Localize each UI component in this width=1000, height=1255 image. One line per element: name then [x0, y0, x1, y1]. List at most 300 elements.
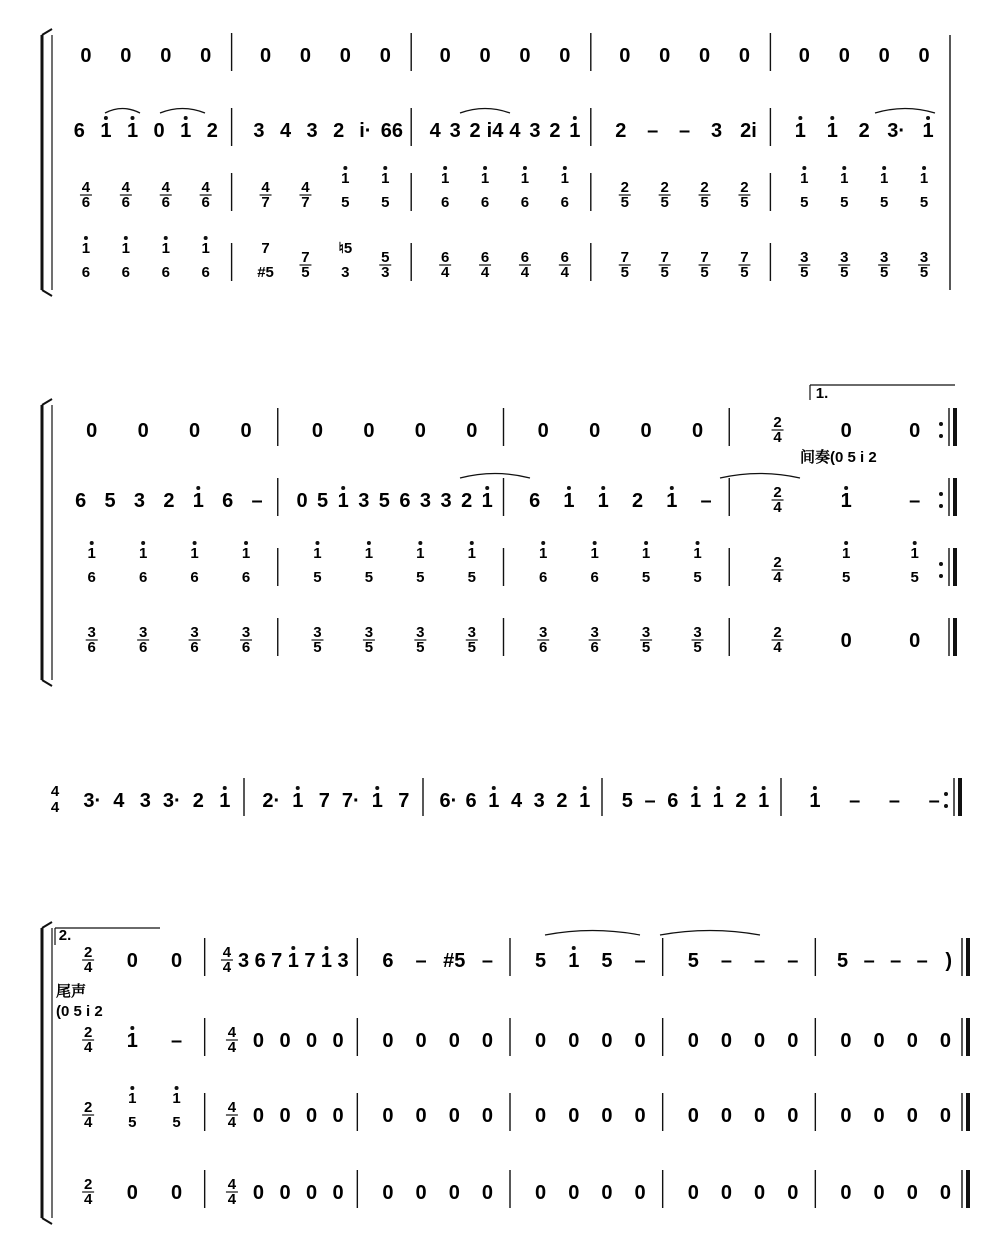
- note: 0: [691, 420, 704, 442]
- octave-dot: [244, 541, 248, 545]
- note: 1: [126, 1030, 138, 1052]
- note: 0: [259, 45, 272, 67]
- note: 7: [398, 790, 410, 812]
- time-signature: 3: [241, 624, 251, 641]
- note: –: [679, 120, 691, 142]
- time-signature: 4: [227, 1024, 237, 1041]
- note: 5: [919, 194, 929, 211]
- time-signature: 7: [261, 194, 270, 211]
- time-signature: 4: [222, 944, 232, 961]
- note: 0: [601, 1105, 613, 1127]
- octave-dot: [315, 541, 319, 545]
- time-signature: 4: [227, 1039, 237, 1056]
- note: 6: [465, 790, 477, 812]
- time-signature: 6: [560, 249, 570, 266]
- note: 2: [469, 120, 481, 142]
- note: 6: [138, 569, 148, 586]
- note: 1: [568, 950, 580, 972]
- octave-dot: [694, 786, 698, 790]
- note: 0: [439, 45, 451, 67]
- note: 0: [126, 950, 138, 972]
- note: 1: [180, 120, 192, 142]
- note: 2: [461, 490, 473, 512]
- octave-dot: [798, 116, 802, 120]
- note: 0: [339, 45, 351, 67]
- note: 3: [533, 790, 545, 812]
- note: 0: [481, 1182, 493, 1204]
- note: –: [644, 790, 656, 812]
- time-signature: 3: [879, 249, 889, 266]
- time-signature: 2: [773, 414, 782, 431]
- system-4: [52, 927, 968, 1218]
- note: 3: [139, 790, 151, 812]
- octave-dot: [343, 166, 347, 170]
- time-signature: 4: [201, 179, 210, 196]
- time-signature: 3: [919, 249, 929, 266]
- note: 0: [909, 630, 921, 652]
- time-signature: 5: [800, 264, 809, 281]
- octave-dot: [926, 116, 930, 120]
- note: 0: [80, 45, 92, 67]
- volta-2-label: 2.: [58, 927, 72, 944]
- time-signature: 4: [520, 264, 530, 281]
- time-signature: 4: [773, 499, 782, 516]
- octave-dot: [583, 786, 587, 790]
- note: 5: [104, 490, 116, 512]
- octave-dot: [492, 786, 496, 790]
- note: 2: [333, 120, 345, 142]
- note: 1: [520, 170, 530, 187]
- note: 0: [305, 1182, 318, 1204]
- time-signature: 5: [301, 264, 310, 281]
- note: 0: [311, 420, 324, 442]
- octave-dot: [541, 541, 545, 545]
- note: 0: [687, 1030, 699, 1052]
- note: –: [890, 950, 902, 972]
- time-signature: 2: [700, 179, 709, 196]
- time-signature: 3: [840, 249, 849, 266]
- note: 1: [161, 240, 170, 257]
- note: 5: [687, 950, 699, 972]
- note: 0: [840, 1030, 852, 1052]
- note: –: [849, 790, 861, 812]
- note: 1: [381, 170, 390, 187]
- time-signature: 4: [227, 1114, 237, 1131]
- note: 6: [590, 569, 599, 586]
- note: 1: [192, 490, 204, 512]
- octave-dot: [341, 486, 345, 490]
- octave-dot: [196, 486, 200, 490]
- note: 6: [81, 264, 91, 281]
- note: 3: [337, 950, 349, 972]
- time-signature: 2: [620, 179, 629, 196]
- note: 1: [579, 790, 591, 812]
- note: 0: [619, 45, 631, 67]
- note: 3: [449, 120, 461, 142]
- time-signature: 5: [879, 264, 889, 281]
- note: 1: [641, 545, 651, 562]
- note: 7: [318, 790, 330, 812]
- note: 1: [292, 790, 304, 812]
- note: 1: [287, 950, 299, 972]
- note: 1: [341, 170, 350, 187]
- note: 4: [429, 120, 441, 142]
- note: 0: [86, 420, 98, 442]
- time-signature: 4: [773, 429, 782, 446]
- note: 3: [358, 490, 370, 512]
- time-signature: 5: [740, 264, 749, 281]
- note: 1: [241, 545, 251, 562]
- note: 1: [480, 170, 490, 187]
- time-signature: 6: [539, 639, 548, 656]
- note: 4: [510, 790, 523, 812]
- note: 0: [840, 1182, 852, 1204]
- slur: [720, 474, 800, 479]
- time-signature: 4: [773, 639, 782, 656]
- note: –: [170, 1030, 183, 1052]
- time-signature: 4: [222, 959, 232, 976]
- note: 0: [382, 1182, 394, 1204]
- octave-dot: [922, 166, 926, 170]
- note: 1: [800, 170, 809, 187]
- octave-dot: [375, 786, 379, 790]
- time-signature: 2: [83, 1024, 93, 1041]
- note: 5: [467, 569, 476, 586]
- note: ♮5: [338, 240, 353, 257]
- note: 5: [879, 194, 889, 211]
- time-signature: 3: [364, 624, 374, 641]
- note: –: [720, 950, 732, 972]
- note: –: [787, 950, 799, 972]
- octave-dot: [483, 166, 487, 170]
- octave-dot: [842, 166, 846, 170]
- note: 0: [379, 45, 391, 67]
- note: 0: [252, 1030, 265, 1052]
- slur: [660, 931, 760, 936]
- octave-dot: [383, 166, 387, 170]
- note: 0: [160, 45, 172, 67]
- time-signature: 2: [83, 1176, 93, 1193]
- note: –: [700, 490, 712, 512]
- system-2: [52, 385, 955, 680]
- slur: [460, 474, 530, 479]
- note: 0: [200, 45, 212, 67]
- octave-dot: [593, 541, 597, 545]
- octave-dot: [131, 116, 135, 120]
- slur: [160, 109, 205, 114]
- note: 3: [253, 120, 265, 142]
- note: 0: [332, 1182, 344, 1204]
- time-signature: 4: [440, 264, 450, 281]
- time-signature: 4: [773, 569, 782, 586]
- note: 0: [787, 1182, 799, 1204]
- time-signature: 2: [773, 624, 782, 641]
- note: 1: [919, 170, 929, 187]
- time-signature: 7: [700, 249, 709, 266]
- note: 0: [601, 1182, 613, 1204]
- note: 0: [448, 1105, 460, 1127]
- note: 0: [448, 1030, 460, 1052]
- note: 1: [190, 545, 199, 562]
- time-signature: 2: [773, 484, 782, 501]
- time-signature: 2: [773, 554, 782, 571]
- coda-intro: (0 5 i 2: [56, 1003, 103, 1020]
- time-signature: 4: [81, 179, 91, 196]
- note: 6: [667, 790, 679, 812]
- note: 6: [399, 490, 411, 512]
- octave-dot: [130, 1086, 134, 1090]
- note: 6: [529, 490, 541, 512]
- note: 0: [153, 120, 165, 142]
- time-signature: 6: [480, 249, 490, 266]
- note: 2: [735, 790, 747, 812]
- octave-dot: [696, 541, 700, 545]
- note: 1: [794, 120, 806, 142]
- note: 6: [560, 194, 570, 211]
- system-1: [52, 33, 950, 290]
- note: 6: [75, 490, 87, 512]
- note: 1: [809, 790, 821, 812]
- note: 5: [364, 569, 374, 586]
- octave-dot: [204, 236, 208, 240]
- time-signature: 6: [87, 639, 96, 656]
- note: 0: [568, 1105, 580, 1127]
- bracket-hook: [42, 922, 52, 928]
- time-signature: 3: [800, 249, 809, 266]
- note: 6: [254, 950, 266, 972]
- note: 6: [480, 194, 490, 211]
- note: 0: [252, 1105, 265, 1127]
- note: 7·: [341, 790, 360, 812]
- note: 4: [509, 120, 521, 142]
- note: 1: [126, 120, 139, 142]
- note: 0: [332, 1030, 344, 1052]
- bracket-hook: [42, 680, 52, 686]
- note: 0: [479, 45, 491, 67]
- note: 3: [440, 490, 452, 512]
- note: 1: [922, 120, 934, 142]
- time-signature: 5: [364, 639, 374, 656]
- note: 0: [754, 1030, 766, 1052]
- note: 7: [261, 240, 270, 257]
- note: 1: [128, 1090, 137, 1107]
- note: 0: [659, 45, 671, 67]
- note: 1: [100, 120, 112, 142]
- note: 0: [738, 45, 751, 67]
- note: 0: [720, 1182, 732, 1204]
- note: –: [415, 950, 427, 972]
- note: 1: [689, 790, 702, 812]
- octave-dot: [84, 236, 88, 240]
- note: 1: [488, 790, 500, 812]
- octave-dot: [913, 541, 917, 545]
- octave-dot: [572, 946, 576, 950]
- note: 1: [758, 790, 770, 812]
- time-signature: 7: [660, 249, 669, 266]
- note: 0: [481, 1030, 493, 1052]
- octave-dot: [844, 486, 848, 490]
- time-signature: 3: [590, 624, 599, 641]
- note: 1: [481, 490, 493, 512]
- interlude-label: 间奏(0 5 i 2: [800, 449, 877, 466]
- note: 6: [121, 264, 131, 281]
- note: 0: [568, 1182, 580, 1204]
- time-signature: 2: [83, 944, 93, 961]
- note: i4: [486, 120, 504, 142]
- note: 1: [440, 170, 450, 187]
- time-signature: 3: [641, 624, 651, 641]
- note: 5: [313, 569, 322, 586]
- octave-dot: [485, 486, 489, 490]
- octave-dot: [802, 166, 806, 170]
- time-signature: 4: [560, 264, 570, 281]
- time-signature: 3: [313, 624, 322, 641]
- note: 0: [939, 1105, 951, 1127]
- note: 0: [481, 1105, 493, 1127]
- note: 0: [754, 1105, 766, 1127]
- octave-dot: [90, 541, 94, 545]
- time-signature: 6: [190, 639, 199, 656]
- note: 0: [720, 1030, 732, 1052]
- note: 7: [304, 950, 316, 972]
- octave-dot: [130, 1026, 134, 1030]
- octave-dot: [573, 116, 577, 120]
- note: 0: [382, 1030, 394, 1052]
- note: 0: [279, 1182, 291, 1204]
- octave-dot: [844, 541, 848, 545]
- note: 0: [873, 1105, 885, 1127]
- note: 0: [415, 1105, 427, 1127]
- note: 1: [693, 545, 702, 562]
- time-signature: 2: [83, 1099, 93, 1116]
- octave-dot: [762, 786, 766, 790]
- note: –: [888, 790, 900, 812]
- note: 0: [305, 1105, 318, 1127]
- time-signature: 5: [700, 264, 709, 281]
- note: 5: [910, 569, 919, 586]
- repeat-dot: [944, 804, 948, 808]
- note: #5: [443, 950, 466, 972]
- note: 5: [416, 569, 425, 586]
- time-signature: 6: [201, 194, 210, 211]
- note: 0: [787, 1030, 799, 1052]
- octave-dot: [470, 541, 474, 545]
- note: 0: [279, 1105, 291, 1127]
- note: 1: [841, 545, 851, 562]
- note: 3: [341, 264, 350, 281]
- note: 5: [317, 490, 329, 512]
- time-signature: 5: [693, 639, 702, 656]
- note: 0: [634, 1030, 646, 1052]
- note: 5: [535, 950, 547, 972]
- note: 0: [189, 420, 201, 442]
- note: 0: [720, 1105, 732, 1127]
- time-signature: 4: [301, 179, 310, 196]
- note: 0: [840, 1105, 852, 1127]
- octave-dot: [291, 946, 295, 950]
- note: 0: [252, 1182, 265, 1204]
- note: 0: [840, 630, 852, 652]
- note: 1: [560, 170, 570, 187]
- note: 2i: [740, 120, 757, 142]
- time-signature: 3: [138, 624, 148, 641]
- time-signature: 4: [227, 1176, 237, 1193]
- note: 0: [640, 420, 652, 442]
- note: 0: [754, 1182, 766, 1204]
- note: –: [647, 120, 659, 142]
- note: 0: [535, 1105, 547, 1127]
- note: 6: [87, 569, 96, 586]
- note: –: [863, 950, 875, 972]
- time-signature: 6: [241, 639, 251, 656]
- note: 1: [364, 545, 374, 562]
- system-3: [51, 778, 960, 816]
- note: 0: [634, 1182, 646, 1204]
- time-signature: 4: [83, 1039, 93, 1056]
- time-signature: 5: [641, 639, 651, 656]
- note: 7: [271, 950, 283, 972]
- note: 2: [631, 490, 644, 512]
- note: 0: [906, 1030, 918, 1052]
- note: 1: [840, 170, 849, 187]
- note: 0: [873, 1030, 885, 1052]
- time-signature: 7: [301, 194, 310, 211]
- time-signature: 2: [740, 179, 749, 196]
- note: 1: [337, 490, 349, 512]
- note: 0: [909, 420, 921, 442]
- note: –: [634, 950, 646, 972]
- note: 0: [137, 420, 149, 442]
- note: 2: [192, 790, 204, 812]
- note: 2: [206, 120, 218, 142]
- note: 0: [906, 1105, 918, 1127]
- time-signature: 5: [700, 194, 709, 211]
- note: 0: [918, 45, 930, 67]
- note: 5: [837, 950, 849, 972]
- time-signature: 6: [161, 194, 170, 211]
- note: 3·: [83, 790, 102, 812]
- note: 5: [693, 569, 702, 586]
- time-signature: 4: [227, 1191, 237, 1208]
- note: 0: [687, 1105, 699, 1127]
- note: 6·: [439, 790, 458, 812]
- repeat-dot: [944, 792, 948, 796]
- note: 0: [840, 420, 852, 442]
- time-signature: 4: [83, 959, 93, 976]
- note: 66: [380, 120, 404, 142]
- time-signature: 3: [87, 624, 96, 641]
- note: 4: [279, 120, 292, 142]
- octave-dot: [104, 116, 108, 120]
- time-signature: 2: [660, 179, 669, 196]
- octave-dot: [443, 166, 447, 170]
- octave-dot: [716, 786, 720, 790]
- note: 0: [126, 1182, 138, 1204]
- note: –: [754, 950, 766, 972]
- note: 0: [120, 45, 132, 67]
- note: 1: [712, 790, 724, 812]
- octave-dot: [523, 166, 527, 170]
- note: 6: [440, 194, 450, 211]
- note: 1: [666, 490, 678, 512]
- bracket-hook: [42, 290, 52, 296]
- note: 1: [313, 545, 322, 562]
- repeat-dot: [939, 492, 943, 496]
- time-signature: 4: [261, 179, 270, 196]
- repeat-dot: [939, 434, 943, 438]
- note: 0: [601, 1030, 613, 1052]
- note: 1: [416, 545, 425, 562]
